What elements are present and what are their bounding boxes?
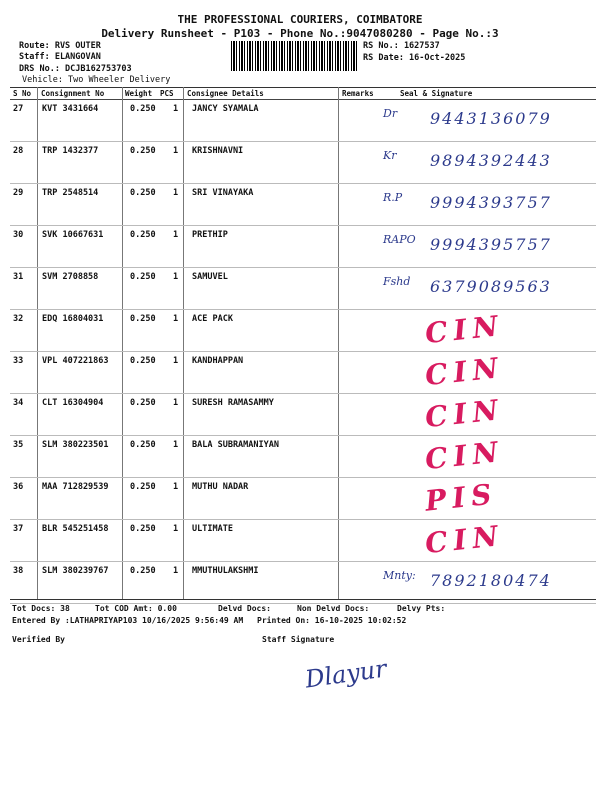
staff-label: Staff: ELANGOVAN bbox=[19, 52, 101, 62]
table-row bbox=[0, 435, 600, 477]
total-cod: Tot COD Amt: 0.00 bbox=[95, 604, 177, 613]
row-weight: 0.250 bbox=[130, 104, 156, 114]
printed-on: Printed On: 16-10-2025 10:02:52 bbox=[257, 616, 407, 625]
col-consignee: Consignee Details bbox=[187, 89, 264, 98]
row-consignee: BALA SUBRAMANIYAN bbox=[192, 440, 279, 450]
col-seal: Seal & Signature bbox=[400, 89, 473, 98]
row-sno: 31 bbox=[13, 272, 24, 282]
row-handwritten-signature: RAPO bbox=[383, 233, 416, 246]
row-weight: 0.250 bbox=[130, 398, 156, 408]
table-row bbox=[0, 351, 600, 393]
row-handwritten-signature: Kr bbox=[383, 149, 397, 162]
row-pcs: 1 bbox=[173, 188, 179, 198]
row-consignee: MMUTHULAKSHMI bbox=[192, 566, 259, 576]
row-handwritten-note: CIN bbox=[423, 434, 506, 477]
row-pcs: 1 bbox=[173, 314, 179, 324]
row-handwritten-note: 7892180474 bbox=[430, 571, 552, 590]
row-weight: 0.250 bbox=[130, 482, 156, 492]
total-docs: Tot Docs: 38 bbox=[12, 604, 70, 613]
row-pcs: 1 bbox=[173, 440, 179, 450]
table-row bbox=[0, 225, 600, 267]
row-pcs: 1 bbox=[173, 230, 179, 240]
row-consignment-no: TRP 1432377 bbox=[42, 146, 99, 156]
row-consignment-no: MAA 712829539 bbox=[42, 482, 109, 492]
row-weight: 0.250 bbox=[130, 356, 156, 366]
table-row bbox=[0, 99, 600, 141]
col-pcs: PCS bbox=[160, 89, 174, 98]
row-pcs: 1 bbox=[173, 146, 179, 156]
row-pcs: 1 bbox=[173, 398, 179, 408]
row-handwritten-note: 9443136079 bbox=[430, 109, 552, 128]
rs-date: RS Date: 16-Oct-2025 bbox=[363, 53, 466, 63]
row-sno: 35 bbox=[13, 440, 24, 450]
entered-by: Entered By :LATHAPRIYAP103 10/16/2025 9:56:49 AM bbox=[12, 616, 244, 625]
row-handwritten-signature: Dr bbox=[383, 107, 398, 120]
row-sno: 38 bbox=[13, 566, 24, 576]
row-weight: 0.250 bbox=[130, 314, 156, 324]
row-handwritten-note: PIS bbox=[423, 477, 499, 518]
row-pcs: 1 bbox=[173, 566, 179, 576]
table-row bbox=[0, 183, 600, 225]
table-row bbox=[0, 477, 600, 519]
row-consignee: MUTHU NADAR bbox=[192, 482, 249, 492]
table-row bbox=[0, 141, 600, 183]
row-consignee: KANDHAPPAN bbox=[192, 356, 244, 366]
row-consignee: SRI VINAYAKA bbox=[192, 188, 254, 198]
row-handwritten-note: 9894392443 bbox=[430, 151, 552, 170]
row-sno: 33 bbox=[13, 356, 24, 366]
delivery-points: Delvy Pts: bbox=[397, 604, 446, 613]
row-weight: 0.250 bbox=[130, 146, 156, 156]
row-sno: 28 bbox=[13, 146, 24, 156]
drs-number: DRS No.: DCJB162753703 bbox=[19, 64, 132, 74]
non-delivered-docs: Non Delvd Docs: bbox=[297, 604, 370, 613]
col-weight: Weight bbox=[125, 89, 153, 98]
row-weight: 0.250 bbox=[130, 566, 156, 576]
row-pcs: 1 bbox=[173, 356, 179, 366]
verified-by-label: Verified By bbox=[12, 635, 65, 644]
runsheet-subtitle: Delivery Runsheet - P103 - Phone No.:9047080280 - Page No.:3 bbox=[101, 27, 499, 40]
row-sno: 34 bbox=[13, 398, 24, 408]
row-handwritten-note: 9994395757 bbox=[430, 235, 552, 254]
row-consignee: PRETHIP bbox=[192, 230, 228, 240]
row-weight: 0.250 bbox=[130, 188, 156, 198]
rs-number: RS No.: 1627537 bbox=[363, 41, 440, 51]
table-row bbox=[0, 393, 600, 435]
staff-signature-label: Staff Signature bbox=[262, 635, 335, 644]
row-pcs: 1 bbox=[173, 272, 179, 282]
row-consignment-no: SVM 2708858 bbox=[42, 272, 99, 282]
row-consignment-no: VPL 407221863 bbox=[42, 356, 109, 366]
row-pcs: 1 bbox=[173, 104, 179, 114]
row-weight: 0.250 bbox=[130, 230, 156, 240]
table-row bbox=[0, 309, 600, 351]
row-handwritten-note: 6379089563 bbox=[430, 277, 552, 296]
row-consignee: SURESH RAMASAMMY bbox=[192, 398, 274, 408]
row-handwritten-signature: R.P bbox=[383, 191, 403, 204]
row-pcs: 1 bbox=[173, 524, 179, 534]
row-consignee: KRISHNAVNI bbox=[192, 146, 244, 156]
col-remarks: Remarks bbox=[342, 89, 374, 98]
row-weight: 0.250 bbox=[130, 272, 156, 282]
row-consignment-no: CLT 16304904 bbox=[42, 398, 104, 408]
row-consignee: ACE PACK bbox=[192, 314, 233, 324]
row-consignment-no: BLR 545251458 bbox=[42, 524, 109, 534]
table-row bbox=[0, 519, 600, 561]
row-sno: 27 bbox=[13, 104, 24, 114]
row-consignment-no: KVT 3431664 bbox=[42, 104, 99, 114]
row-sno: 30 bbox=[13, 230, 24, 240]
row-weight: 0.250 bbox=[130, 524, 156, 534]
row-handwritten-note: CIN bbox=[423, 350, 506, 393]
delivered-docs: Delvd Docs: bbox=[218, 604, 271, 613]
row-consignee: SAMUVEL bbox=[192, 272, 228, 282]
row-sno: 37 bbox=[13, 524, 24, 534]
row-pcs: 1 bbox=[173, 482, 179, 492]
row-consignment-no: SVK 10667631 bbox=[42, 230, 104, 240]
row-consignee: JANCY SYAMALA bbox=[192, 104, 259, 114]
row-sno: 32 bbox=[13, 314, 24, 324]
row-sno: 29 bbox=[13, 188, 24, 198]
col-consignment: Consignment No bbox=[41, 89, 105, 98]
row-sno: 36 bbox=[13, 482, 24, 492]
table-row bbox=[0, 561, 600, 603]
route-label: Route: RVS OUTER bbox=[19, 41, 101, 51]
row-consignment-no: TRP 2548514 bbox=[42, 188, 99, 198]
company-title: THE PROFESSIONAL COURIERS, COIMBATORE bbox=[177, 13, 423, 26]
row-handwritten-signature: Fshd bbox=[383, 275, 411, 288]
barcode bbox=[231, 41, 358, 71]
row-consignment-no: SLM 380239767 bbox=[42, 566, 109, 576]
col-sno: S No bbox=[13, 89, 32, 98]
row-consignee: ULTIMATE bbox=[192, 524, 233, 534]
vehicle-label: Vehicle: Two Wheeler Delivery bbox=[22, 75, 171, 85]
row-handwritten-signature: Mnty: bbox=[383, 569, 416, 582]
row-handwritten-note: CIN bbox=[423, 308, 506, 351]
staff-signature-scrawl: Dlayur bbox=[303, 654, 389, 694]
table-row bbox=[0, 267, 600, 309]
row-handwritten-note: CIN bbox=[423, 392, 506, 435]
row-consignment-no: SLM 380223501 bbox=[42, 440, 109, 450]
row-handwritten-note: 9994393757 bbox=[430, 193, 552, 212]
row-handwritten-note: CIN bbox=[423, 518, 506, 561]
row-consignment-no: EDQ 16804031 bbox=[42, 314, 104, 324]
row-weight: 0.250 bbox=[130, 440, 156, 450]
